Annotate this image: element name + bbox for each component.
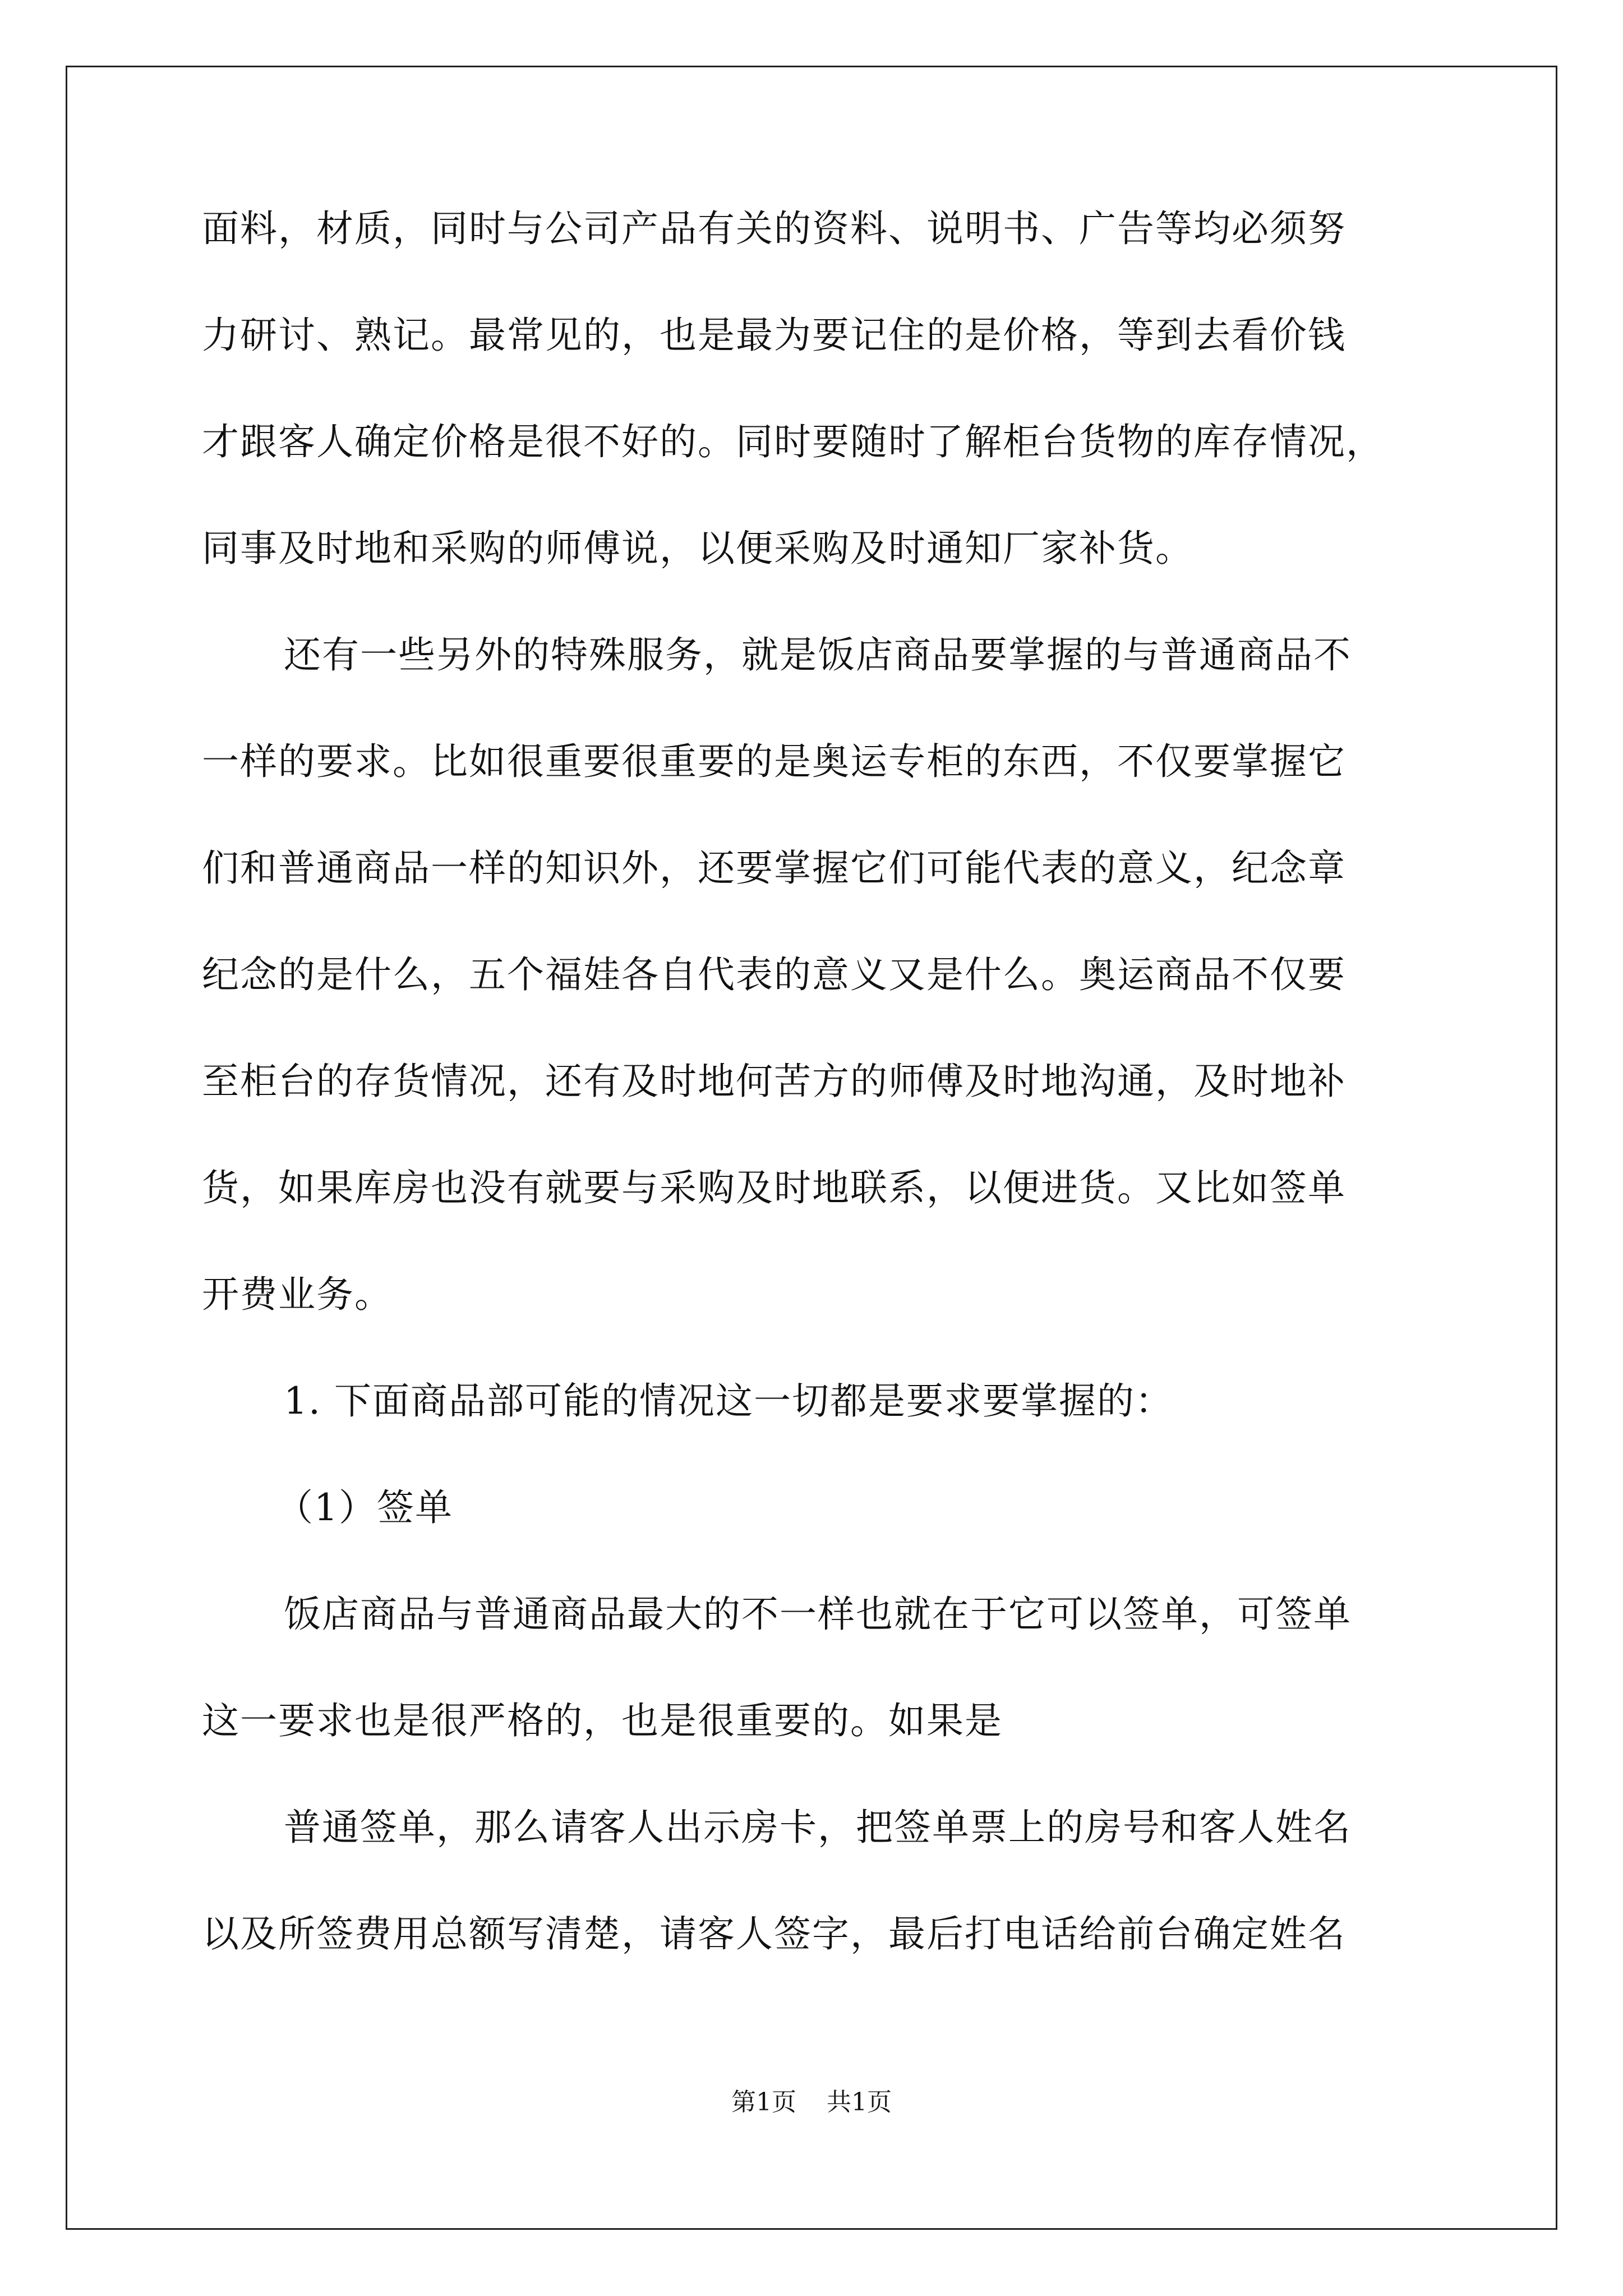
text-line: 才跟客人确定价格是很不好的。同时要随时了解柜台货物的库存情况， [202,420,1384,463]
paragraph-first-line: 普通签单，那么请客人出示房卡，把签单票上的房号和客人姓名 [284,1806,1352,1849]
paragraph-first-line: 还有一些另外的特殊服务，就是饭店商品要掌握的与普通商品不 [284,633,1352,677]
list-item-heading: 1. 下面商品部可能的情况这一切都是要求要掌握的： [284,1379,1173,1423]
text-line: 力研讨、熟记。最常见的，也是最为要记住的是价格，等到去看价钱 [202,314,1346,357]
text-line: 纪念的是什么，五个福娃各自代表的意义又是什么。奥运商品不仅要 [202,953,1346,996]
sub-heading: （1）签单 [276,1486,453,1529]
text-line: 这一要求也是很严格的，也是很重要的。如果是 [202,1699,1003,1742]
text-line: 同事及时地和采购的师傅说，以便采购及时通知厂家补货。 [202,527,1193,570]
text-line: 面料，材质，同时与公司产品有关的资料、说明书、广告等均必须努 [202,207,1346,250]
text-line: 以及所签费用总额写清楚，请客人签字，最后打电话给前台确定姓名 [202,1912,1346,1955]
page-border [66,66,1557,2230]
text-line: 至柜台的存货情况，还有及时地何苦方的师傅及时地沟通，及时地补 [202,1060,1346,1103]
text-line: 货，如果库房也没有就要与采购及时地联系，以便进货。又比如签单 [202,1166,1346,1209]
paragraph-first-line: 饭店商品与普通商品最大的不一样也就在于它可以签单，可签单 [284,1593,1352,1636]
text-line: 一样的要求。比如很重要很重要的是奥运专柜的东西，不仅要掌握它 [202,740,1346,783]
text-line: 开费业务。 [202,1273,393,1316]
text-line: 们和普通商品一样的知识外，还要掌握它们可能代表的意义，纪念章 [202,846,1346,890]
page-total: 共1页 [827,2088,892,2116]
page-number: 第1页 [731,2088,796,2116]
page-footer [0,2086,1623,2119]
